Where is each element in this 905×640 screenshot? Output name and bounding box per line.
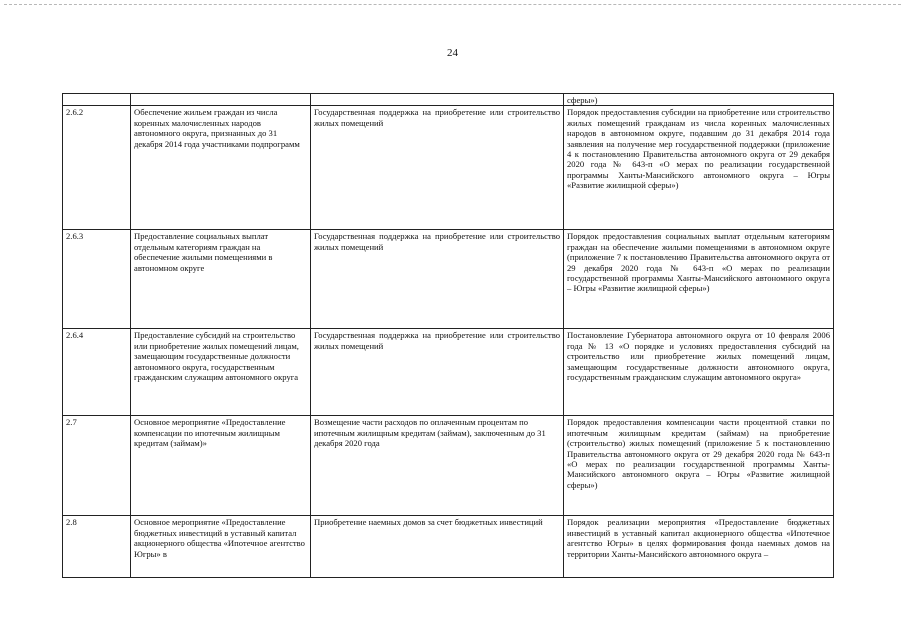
table-row <box>63 416 834 516</box>
legal-document: Порядок реализации мероприятия «Предоставление бюджетных инвестиций в уставный капитал акционерного общества «Ипотечное агентство Югры» в целях формирования фонда наемных домов на территории Ханты-Мансийского автономного округа – <box>564 516 834 578</box>
event-name: Обеспечение жильем граждан из числа коренных малочисленных народов автономного округа, признанных до 31 декабря 2014 года участниками подпрограмм <box>131 106 311 230</box>
measures-table <box>62 93 834 578</box>
event-direction: Государственная поддержка на приобретение или строительство жилых помещений <box>311 230 564 329</box>
event-direction: Возмещение части расходов по оплаченным процентам по ипотечным жилищным кредитам (займам), заключенным до 31 декабря 2020 года <box>311 416 564 516</box>
row-number: 2.8 <box>63 516 131 578</box>
event-name: Основное мероприятие «Предоставление компенсации по ипотечным жилищным кредитам (займам)» <box>131 416 311 516</box>
legal-document: Порядок предоставления субсидии на приобретение или строительство жилых помещений гражданам из числа коренных малочисленных народов в автономном округе, подавшим до 31 декабря 2014 года заявления на получение мер государственной поддержки (приложение 4 к постановлению Правительства автономного округа от 29 декабря 2020 года № 643-п «О мерах по реализации государственной программы Ханты-Мансийского автономного округа – Югры «Развитие жилищной сферы») <box>564 106 834 230</box>
legal-document: Порядок предоставления компенсации части процентной ставки по ипотечным жилищным кредитам (займам) на приобретение (строительство) жилых помещений (приложение 5 к постановлению Правительства автономного округа от 29 декабря 2020 года № 643-п «О мерах по реализации государственной программы Ханты-Мансийского автономного округа – Югры «Развитие жилищной сферы») <box>564 416 834 516</box>
event-name: Предоставление социальных выплат отдельным категориям граждан на обеспечение жилыми помещениями в автономном округе <box>131 230 311 329</box>
event-direction: Государственная поддержка на приобретение или строительство жилых помещений <box>311 106 564 230</box>
event-name: Основное мероприятие «Предоставление бюджетных инвестиций в уставный капитал акционерного общества «Ипотечное агентство Югры» в <box>131 516 311 578</box>
event-name: Предоставление субсидий на строительство или приобретение жилых помещений лицам, замещающим государственные должности автономного округа, государственным гражданским служащим автономного округа <box>131 329 311 416</box>
table-row <box>63 106 834 230</box>
event-direction: Приобретение наемных домов за счет бюджетных инвестиций <box>311 516 564 578</box>
page-number: 24 <box>447 47 458 59</box>
legal-document: сферы») <box>564 94 834 106</box>
row-number <box>63 94 131 106</box>
table-row <box>63 230 834 329</box>
legal-document: Порядок предоставления социальных выплат отдельным категориям граждан на обеспечение жилыми помещениями в автономном округе (приложение 7 к постановлению Правительства автономного округа от 29 декабря 2020 года № 643-п «О мерах по реализации государственной программы Ханты-Мансийского автономного округа – Югры «Развитие жилищной сферы») <box>564 230 834 329</box>
table-row <box>63 94 834 106</box>
row-number: 2.7 <box>63 416 131 516</box>
event-direction: Государственная поддержка на приобретение или строительство жилых помещений <box>311 329 564 416</box>
table-row <box>63 329 834 416</box>
event-name <box>131 94 311 106</box>
row-number: 2.6.4 <box>63 329 131 416</box>
row-number: 2.6.3 <box>63 230 131 329</box>
scan-edge-line <box>4 4 901 5</box>
row-number: 2.6.2 <box>63 106 131 230</box>
event-direction <box>311 94 564 106</box>
legal-document: Постановление Губернатора автономного округа от 10 февраля 2006 года № 13 «О порядке и условиях предоставления субсидий на строительство или приобретение жилых помещений лицам, замещающим государственные должности автономного округа, государственным гражданским служащим автономного округа» <box>564 329 834 416</box>
table-row <box>63 516 834 578</box>
